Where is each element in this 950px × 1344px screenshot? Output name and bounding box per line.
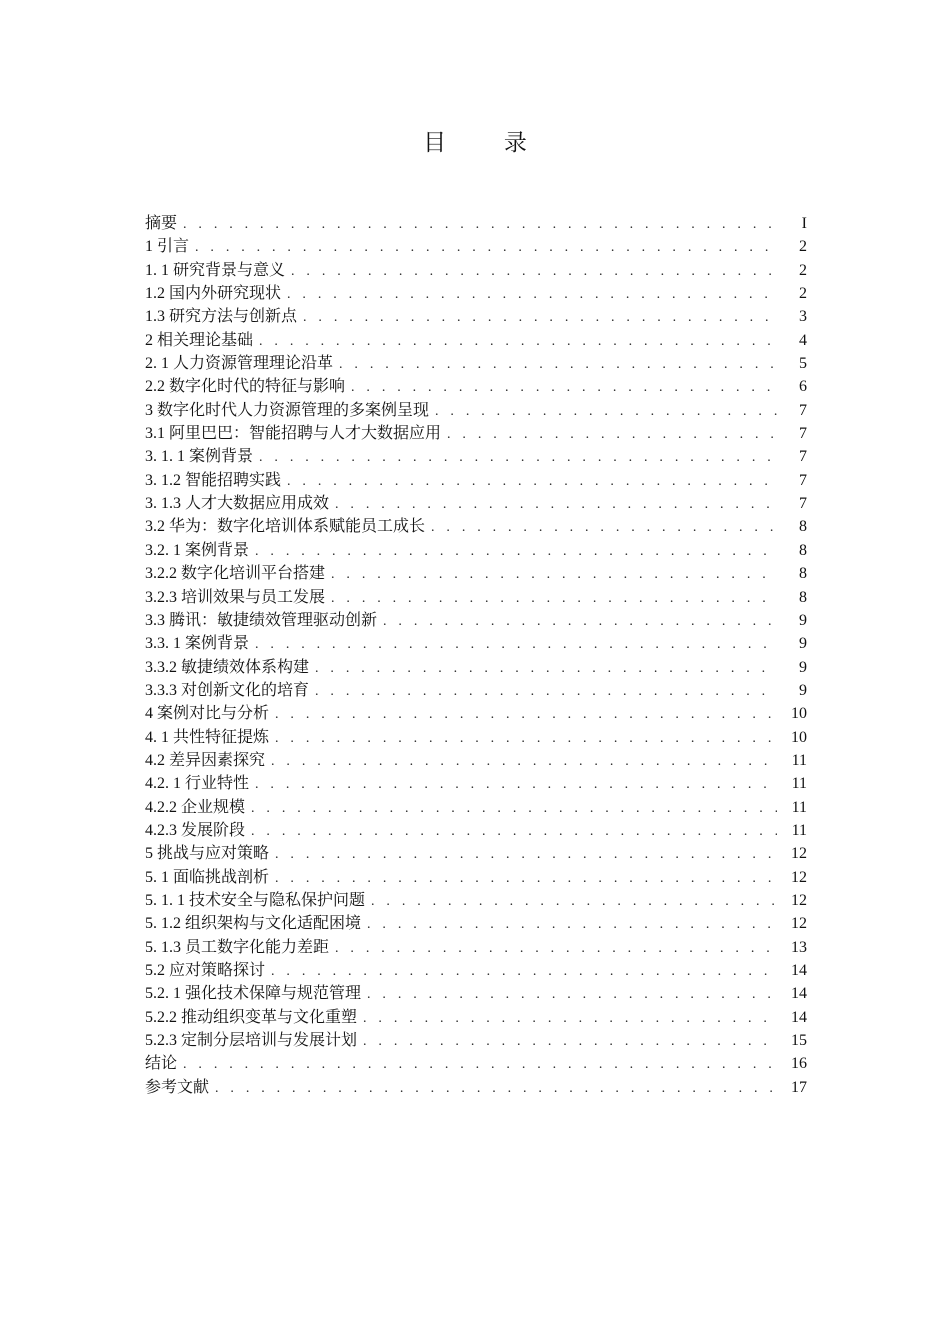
toc-entry-label: 3. 1.3 人才大数据应用成效	[145, 495, 330, 513]
toc-leader-dots	[183, 1053, 777, 1076]
toc-entry[interactable]	[145, 726, 807, 749]
toc-leader-dots	[259, 446, 777, 469]
toc-leader-dots	[271, 960, 777, 983]
toc-entry[interactable]	[145, 445, 807, 468]
toc-entry-page: 13	[791, 938, 807, 956]
toc-leader-dots	[255, 633, 777, 656]
toc-entry-label: 3.3. 1 案例背景	[145, 635, 250, 653]
toc-entry[interactable]	[145, 515, 807, 538]
toc-entry-page: 11	[791, 751, 807, 769]
toc-entry[interactable]	[145, 235, 807, 258]
toc-entry-page: 6	[799, 378, 807, 396]
toc-entry-label: 5. 1. 1 技术安全与隐私保护问题	[145, 891, 366, 909]
toc-entry[interactable]	[145, 469, 807, 492]
toc-entry[interactable]	[145, 679, 807, 702]
toc-entry-page: 12	[791, 845, 807, 863]
toc-entry-page: 2	[799, 261, 807, 279]
toc-entry[interactable]	[145, 352, 807, 375]
toc-entry-page: 2	[799, 238, 807, 256]
toc-entry-label: 5.2. 1 强化技术保障与规范管理	[145, 985, 362, 1003]
toc-entry-page: 10	[791, 705, 807, 723]
toc-entry-page: 11	[791, 775, 807, 793]
toc-entry[interactable]	[145, 329, 807, 352]
toc-leader-dots	[447, 423, 777, 446]
toc-leader-dots	[183, 213, 777, 236]
toc-entry-label: 3.3.3 对创新文化的培育	[145, 681, 310, 699]
toc-entry[interactable]	[145, 1052, 807, 1075]
toc-leader-dots	[259, 330, 777, 353]
toc-leader-dots	[315, 680, 777, 703]
toc-leader-dots	[383, 610, 777, 633]
toc-entry[interactable]	[145, 562, 807, 585]
toc-entry-label: 4.2. 1 行业特性	[145, 775, 250, 793]
toc-entry-page: 9	[799, 611, 807, 629]
toc-entry-label: 结论	[145, 1055, 178, 1073]
toc-entry-page: 4	[799, 331, 807, 349]
toc-entry-page: I	[801, 215, 807, 232]
toc-leader-dots	[291, 260, 777, 283]
toc-entry-label: 5. 1.2 组织架构与文化适配困境	[145, 915, 362, 933]
toc-entry[interactable]	[145, 212, 807, 235]
toc-leader-dots	[431, 516, 777, 539]
toc-leader-dots	[363, 1030, 777, 1053]
toc-entry[interactable]	[145, 609, 807, 632]
toc-entry-label: 3.2.2 数字化培训平台搭建	[145, 565, 326, 583]
toc-entry-page: 8	[799, 588, 807, 606]
toc-entry-label: 4. 1 共性特征提炼	[145, 728, 270, 746]
toc-entry[interactable]	[145, 959, 807, 982]
toc-entry-page: 9	[799, 658, 807, 676]
toc-entry-page: 11	[791, 798, 807, 816]
toc-leader-dots	[215, 1077, 777, 1100]
toc-entry[interactable]	[145, 912, 807, 935]
toc-leader-dots	[371, 890, 777, 913]
toc-entry-label: 参考文献	[145, 1078, 210, 1096]
toc-entry-page: 3	[799, 308, 807, 326]
toc-entry[interactable]	[145, 399, 807, 422]
toc-entry-label: 5.2.2 推动组织变革与文化重塑	[145, 1008, 358, 1026]
toc-entry[interactable]	[145, 1076, 807, 1099]
toc-entry[interactable]	[145, 375, 807, 398]
toc-entry-label: 3.2. 1 案例背景	[145, 541, 250, 559]
toc-entry-page: 7	[799, 495, 807, 513]
toc-leader-dots	[367, 983, 777, 1006]
toc-entry[interactable]	[145, 889, 807, 912]
toc-entry-label: 4.2.3 发展阶段	[145, 821, 246, 839]
toc-entry-page: 8	[799, 541, 807, 559]
toc-entry[interactable]	[145, 866, 807, 889]
toc-entry-label: 5. 1 面临挑战剖析	[145, 868, 270, 886]
toc-entry-label: 2 相关理论基础	[145, 331, 254, 349]
toc-leader-dots	[303, 306, 777, 329]
toc-entry-page: 9	[799, 681, 807, 699]
toc-entry[interactable]	[145, 305, 807, 328]
toc-entry-page: 12	[791, 868, 807, 886]
toc-entry-page: 11	[791, 821, 807, 839]
toc-entry-page: 14	[791, 1008, 807, 1026]
toc-leader-dots	[363, 1007, 777, 1030]
toc-entry-label: 1 引言	[145, 238, 190, 256]
toc-entry[interactable]	[145, 492, 807, 515]
toc-entry-page: 12	[791, 915, 807, 933]
toc-leader-dots	[275, 703, 777, 726]
toc-leader-dots	[271, 750, 777, 773]
toc-entry-page: 14	[791, 962, 807, 979]
toc-entry-page: 7	[799, 425, 807, 443]
toc-entry-label: 1.2 国内外研究现状	[145, 285, 282, 303]
toc-leader-dots	[335, 493, 777, 516]
toc-entry-label: 5 挑战与应对策略	[145, 845, 270, 863]
toc-entry[interactable]	[145, 819, 807, 842]
toc-entry[interactable]	[145, 259, 807, 282]
toc-entry-page: 14	[791, 985, 807, 1003]
toc-entry-label: 3.2 华为：数字化培训体系赋能员工成长	[145, 518, 426, 536]
toc-entry[interactable]	[145, 586, 807, 609]
toc-leader-dots	[287, 283, 777, 306]
toc-entry-label: 2.2 数字化时代的特征与影响	[145, 378, 346, 396]
toc-entry-label: 摘要	[145, 215, 178, 232]
toc-entry-label: 5.2.3 定制分层培训与发展计划	[145, 1032, 358, 1050]
toc-leader-dots	[367, 913, 777, 936]
toc-leader-dots	[251, 820, 777, 843]
toc-leader-dots	[331, 587, 777, 610]
toc-entry-label: 3.3 腾讯：敏捷绩效管理驱动创新	[145, 611, 378, 629]
toc-entry-page: 8	[799, 565, 807, 583]
toc-entry-label: 3. 1.2 智能招聘实践	[145, 471, 282, 489]
toc-leader-dots	[315, 657, 777, 680]
toc-entry[interactable]	[145, 1006, 807, 1029]
toc-leader-dots	[195, 236, 777, 259]
toc-leader-dots	[335, 937, 777, 960]
toc-entry-page: 5	[799, 355, 807, 373]
toc-entry-page: 7	[799, 471, 807, 489]
page-title: 目 录	[423, 130, 553, 155]
toc-entry-page: 15	[791, 1032, 807, 1050]
toc-entry-page: 2	[799, 285, 807, 303]
toc-entry[interactable]	[145, 656, 807, 679]
toc-entry[interactable]	[145, 282, 807, 305]
toc-entry[interactable]	[145, 982, 807, 1005]
toc-entry[interactable]	[145, 702, 807, 725]
toc-entry-label: 1. 1 研究背景与意义	[145, 261, 286, 279]
toc-leader-dots	[275, 867, 777, 890]
table-of-contents	[145, 212, 807, 1099]
toc-entry-label: 2. 1 人力资源管理理论沿革	[145, 355, 334, 373]
toc-entry-page: 7	[799, 448, 807, 466]
toc-entry-label: 5. 1.3 员工数字化能力差距	[145, 938, 330, 956]
toc-leader-dots	[331, 563, 777, 586]
toc-leader-dots	[275, 727, 777, 750]
toc-entry[interactable]	[145, 842, 807, 865]
toc-entry[interactable]	[145, 539, 807, 562]
toc-leader-dots	[351, 376, 777, 399]
toc-leader-dots	[275, 843, 777, 866]
toc-leader-dots	[255, 773, 777, 796]
toc-leader-dots	[251, 797, 777, 820]
toc-entry[interactable]	[145, 632, 807, 655]
toc-entry[interactable]	[145, 749, 807, 772]
toc-entry-page: 9	[799, 635, 807, 653]
toc-entry-label: 4.2.2 企业规模	[145, 798, 246, 816]
toc-entry-label: 4.2 差异因素探究	[145, 751, 266, 769]
toc-entry-label: 3. 1. 1 案例背景	[145, 448, 254, 466]
toc-entry[interactable]	[145, 936, 807, 959]
toc-entry-page: 8	[799, 518, 807, 536]
toc-entry-label: 3 数字化时代人力资源管理的多案例呈现	[145, 401, 430, 419]
toc-entry-label: 4 案例对比与分析	[145, 705, 270, 723]
toc-entry-label: 1.3 研究方法与创新点	[145, 308, 298, 326]
toc-entry[interactable]	[145, 796, 807, 819]
toc-entry-page: 17	[791, 1078, 807, 1096]
toc-entry[interactable]	[145, 772, 807, 795]
toc-entry[interactable]	[145, 1029, 807, 1052]
toc-leader-dots	[435, 400, 777, 423]
toc-entry[interactable]	[145, 422, 807, 445]
toc-entry-label: 3.3.2 敏捷绩效体系构建	[145, 658, 310, 676]
toc-entry-label: 3.2.3 培训效果与员工发展	[145, 588, 326, 606]
toc-entry-label: 3.1 阿里巴巴：智能招聘与人才大数据应用	[145, 425, 442, 443]
toc-entry-page: 16	[791, 1055, 807, 1073]
toc-leader-dots	[339, 353, 777, 376]
toc-entry-page: 12	[791, 891, 807, 909]
toc-entry-label: 5.2 应对策略探讨	[145, 962, 266, 979]
toc-leader-dots	[287, 470, 777, 493]
toc-entry-page: 7	[799, 401, 807, 419]
toc-entry-page: 10	[791, 728, 807, 746]
toc-leader-dots	[255, 540, 777, 563]
